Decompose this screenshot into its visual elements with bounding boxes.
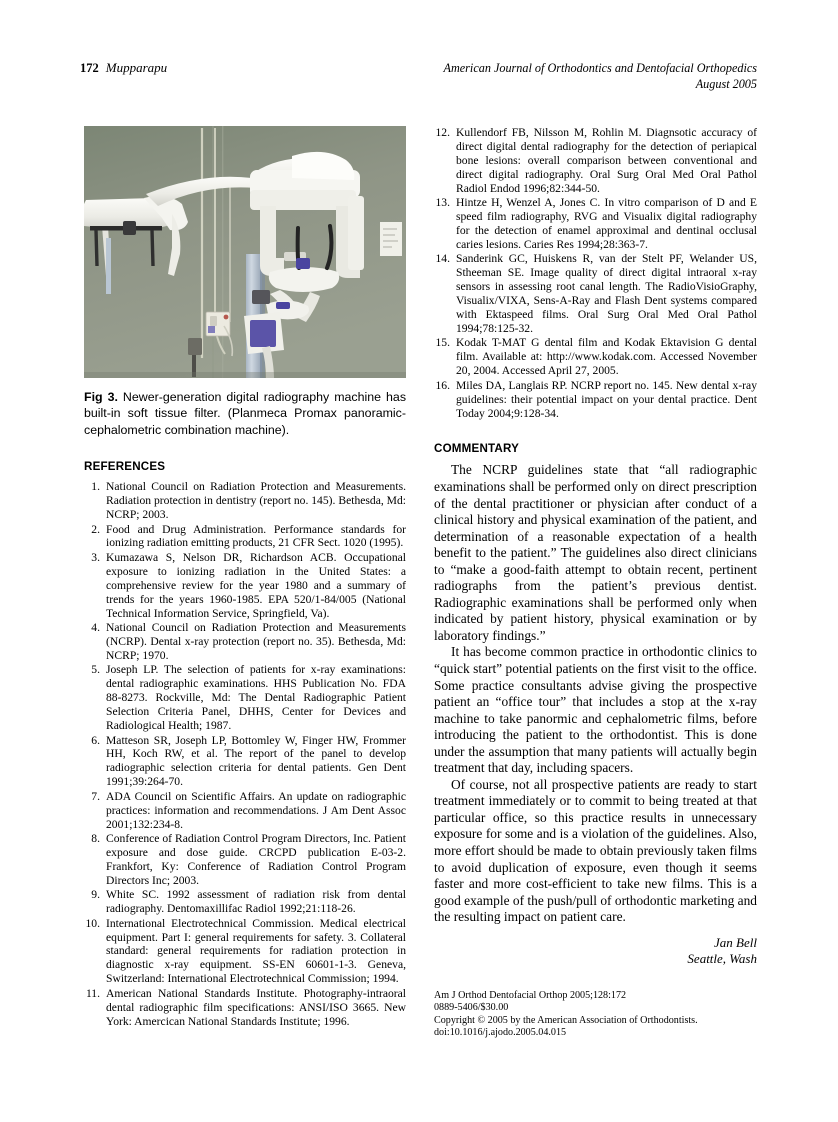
reference-item <box>434 336 757 378</box>
reference-text: Food and Drug Administration. Performance standards for ionizing radiation emitting products, 21 CFR Sect. 1020 (1995). <box>106 522 406 550</box>
figure-caption <box>84 389 406 438</box>
reference-item <box>84 480 406 522</box>
reference-item <box>84 832 406 888</box>
reference-list-left <box>84 480 406 1028</box>
reference-item <box>434 379 757 421</box>
journal-title: American Journal of Orthodontics and Dentofacial Orthopedics <box>443 61 757 75</box>
reference-text: Kodak T-MAT G dental film and Kodak Ektavision G dental film. Available at: http://www.kodak.com. Accessed November 20, 2004. Accessed April 27, 2005. <box>456 336 757 378</box>
reference-text: International Electrotechnical Commission. Medical electrical equipment. Part I: general requirements for safety. 3. Collateral standard: general requirements for radiation protection in diagnostic x-ray equipment. SS-EN 60601-1-3. Geneva, Switzerland: International Electrotechnical Commission; 1994. <box>106 916 406 986</box>
reference-item <box>84 734 406 790</box>
running-head <box>80 60 757 100</box>
reference-item <box>84 523 406 551</box>
reference-item <box>84 551 406 621</box>
reference-number: 13. <box>435 196 450 210</box>
footer-copyright: Copyright © 2005 by the American Association of Orthodontists. <box>434 1014 698 1026</box>
signature-location: Seattle, Wash <box>687 951 757 967</box>
reference-number: 1. <box>91 480 100 494</box>
reference-number: 3. <box>91 550 100 564</box>
commentary-paragraph: Of course, not all prospective patients are ready to start treatment immediately or to commit to being treated at that particular office, so this practice results in unnecessary exposure for some and is a violation of the guidelines. Also, more effort should be made to obtain previously taken films to avoid duplication of exposure, even though it seems faster and more cost-efficient to take new films. This is a good example of the push/pull of orthodontic marketing and the resulting impact on patient care. <box>434 776 757 925</box>
reference-text: Hintze H, Wenzel A, Jones C. In vitro comparison of D and E speed film radiography, RVG and Visualix digital radiography for the detection of enamel approximal and dentinal occlusal caries lesions. Caries Res 1994;28:363-7. <box>456 196 757 251</box>
footer-citation: Am J Orthod Dentofacial Orthop 2005;128:172 <box>434 989 627 1001</box>
reference-item <box>84 917 406 987</box>
issue-date: August 2005 <box>695 77 757 91</box>
reference-number: 9. <box>91 888 100 902</box>
reference-number: 7. <box>91 789 100 803</box>
reference-number: 12. <box>435 126 450 139</box>
commentary-paragraph: It has become common practice in orthodontic clinics to “quick start” potential patients on the first visit to the office. Some practice consultants advise giving the prospective patient an “office tour” that includes a stop at the x-ray machine to take panormic and cephalometric films, before introducing the patient to the orthodontist. This is done under the assumption that many patients will actually begin treatment that day, including spacers. <box>434 644 757 776</box>
reference-text: ADA Council on Scientific Affairs. An update on radiographic practices: information and recommendations. J Am Dent Assoc 2001;132:234-8. <box>106 789 406 831</box>
reference-number: 10. <box>85 916 100 930</box>
reference-text: Sanderink GC, Huiskens R, van der Stelt PF, Welander US, Stheeman SE. Image quality of direct digital intraoral x-ray sensors in assessing root canal length. The RadioVisioGraphy, Visualix/VIXA, Sens-A-Ray and Flash Dent systems compared with Ektaspeed films. Oral Surg Oral Med Oral Pathol 1994;78:125-32. <box>456 252 757 335</box>
reference-item <box>84 663 406 733</box>
reference-text: Joseph LP. The selection of patients for x-ray examinations: dental radiographic examinations. HHS Publication No. FDA 88-8273. Rockville, Md: The Dental Radiographic Patient Selection Criteria Panel, DHHS, Center for Devices and Radiological Health; 1987. <box>106 663 406 732</box>
reference-item <box>84 790 406 832</box>
reference-item <box>84 888 406 916</box>
panoramic-x-ray-machine-illustration <box>84 126 406 378</box>
reference-item <box>434 126 757 196</box>
reference-text: Miles DA, Langlais RP. NCRP report no. 145. New dental x-ray guidelines: their potential impact on your dental practice. Dent Today 2004;9:128-34. <box>456 378 757 420</box>
footer-doi: doi:10.1016/j.ajodo.2005.04.015 <box>434 1026 567 1038</box>
references-heading: REFERENCES <box>84 460 166 474</box>
reference-number: 15. <box>435 336 450 350</box>
signature-name: Jan Bell <box>714 934 757 950</box>
reference-number: 6. <box>91 733 100 747</box>
reference-number: 5. <box>91 663 100 677</box>
reference-item <box>434 196 757 252</box>
reference-text: National Council on Radiation Protection and Measurements (NCRP). Dental x-ray protection (report no. 35). Bethesda, Md: NCRP; 1970. <box>106 621 406 662</box>
commentary-heading: COMMENTARY <box>434 442 520 456</box>
reference-text: Kullendorf FB, Nilsson M, Rohlin M. Diagnsotic accuracy of direct digital dental radiography for the detection of periapical bone lesions: overall comparison between conventional and direct digital radiography. Oral Surg Oral Med Oral Pathol Radiol Endod 1996;82:344-50. <box>456 126 757 195</box>
reference-text: White SC. 1992 assessment of radiation risk from dental radiography. Dentomaxillifac Radiol 1992;21:118-26. <box>106 888 406 916</box>
running-head-right <box>444 60 757 92</box>
running-head-author: Mupparapu <box>105 60 168 75</box>
right-column <box>434 126 757 1039</box>
reference-item <box>434 252 757 335</box>
reference-number: 8. <box>91 832 100 846</box>
reference-number: 2. <box>91 522 100 536</box>
figure-3 <box>84 126 406 438</box>
reference-list-right <box>434 126 757 420</box>
running-head-left <box>80 60 167 76</box>
reference-item <box>84 987 406 1029</box>
reference-item <box>84 621 406 663</box>
commentary-paragraph: The NCRP guidelines state that “all radiographic examinations shall be performed only on direct prescription of the dental practitioner or physician after conduct of a clinical history and physical examination of the patient, and determination of a reasonable expectation of a health benefit to the patient.” The guidelines also direct clinicians to “make a good-faith attempt to obtain recent, pertinent radiographs from the patient’s previous dentist. Radiographic examinations shall be performed only when indicated by patient history, physical examination or by laboratory findings.” <box>434 462 757 643</box>
reference-number: 11. <box>85 986 100 1000</box>
reference-text: Conference of Radiation Control Program Directors, Inc. Patient exposure and dose guide. CRCPD publication E-03-2. Frankfort, Ky: Conference of Radiation Control Program Directors Inc; 2003. <box>106 832 406 887</box>
figure-caption-text: Newer-generation digital radiography machine has built-in soft tissue filter. (Planmeca Promax panoramic-cephalometric combination machine). <box>84 390 407 437</box>
reference-text: Matteson SR, Joseph LP, Bottomley W, Finger HW, Frommer HH, Koch RW, et al. The report of the panel to develop radiographic selection criteria for dental patients. Gen Dent 1991;39:264-70. <box>106 733 406 789</box>
footer-citation-block <box>434 990 757 1040</box>
reference-text: American National Standards Institute. Photography-intraoral dental radiographic film specifications: ANSI/ISO 3665. New York: Amercican National Standards Institute; 1996. <box>106 986 406 1028</box>
commentary-signature <box>434 935 757 968</box>
reference-number: 14. <box>435 252 450 266</box>
reference-text: Kumazawa S, Nelson DR, Richardson ACB. Occupational exposure to ionizing radiation in the United States: a comprehensive review for the year 1980 and a summary of trends for the years 1960-1985. EPA 520/1-84/005 (National Technical Information Service, Springfield, Va). <box>106 550 406 620</box>
footer-issn: 0889-5406/$30.00 <box>434 1002 509 1014</box>
figure-photograph <box>84 126 406 378</box>
reference-number: 16. <box>435 378 450 392</box>
reference-number: 4. <box>91 621 100 635</box>
reference-text: National Council on Radiation Protection and Measurements. Radiation protection in dentistry (report no. 145). Bethesda, Md: NCRP; 2003. <box>106 480 406 522</box>
figure-label: Fig 3. <box>84 390 118 404</box>
page-number: 172 <box>80 61 99 75</box>
left-column <box>84 126 406 1029</box>
